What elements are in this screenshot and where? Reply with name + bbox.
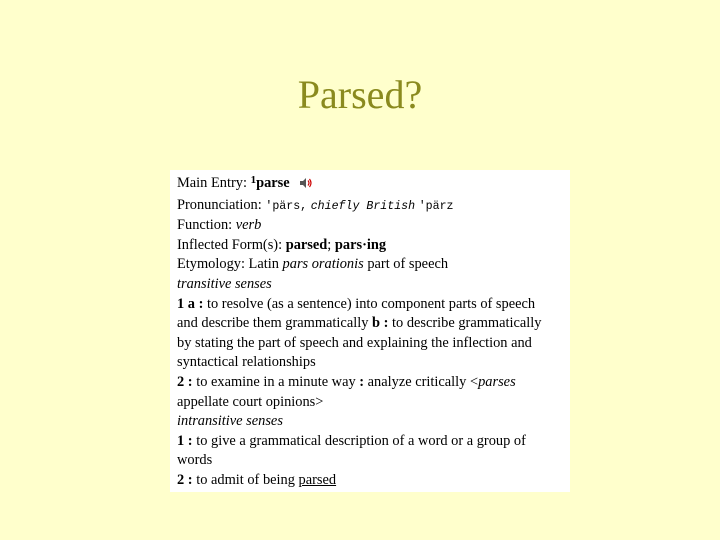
pronunciation-1: 'pärs, (265, 199, 308, 213)
example-text: appellate court opinions> (177, 393, 324, 410)
example-word: parses (478, 373, 516, 390)
main-entry-label: Main Entry: (177, 175, 247, 191)
transitive-label: transitive senses (177, 275, 272, 292)
sense-text: syntactical relationships (177, 354, 316, 371)
intransitive-sense-1-line1 (177, 432, 564, 452)
sense-text: to give a grammatical description of a word or a group of (196, 432, 526, 449)
function-line (177, 216, 564, 236)
inflected-label: Inflected Form(s): (177, 236, 283, 253)
sense-text: words (177, 452, 213, 469)
sense-number: 1 a : (177, 295, 204, 312)
transitive-heading (177, 275, 564, 295)
sense-1b-line4 (177, 353, 564, 373)
intransitive-sense-1-line2 (177, 451, 564, 471)
homograph-number: 1 (250, 174, 257, 186)
sense-text: to admit of being (196, 471, 295, 488)
etymology-latin: pars orationis (282, 256, 364, 273)
sense-text: to resolve (as a sentence) into component parts of speech (207, 295, 536, 312)
example-open: < (469, 373, 479, 390)
intransitive-label: intransitive senses (177, 413, 283, 430)
intransitive-heading (177, 412, 564, 432)
sense-colon: : (359, 373, 365, 390)
sense-text: by stating the part of speech and explaining the inflection and (177, 334, 532, 351)
function-value: verb (235, 217, 262, 234)
main-entry-line (177, 171, 564, 196)
speaker-icon[interactable] (299, 176, 313, 196)
etymology-meaning: part of speech (367, 256, 449, 273)
inflected-form-2: pars·ing (334, 236, 387, 253)
intransitive-sense-2 (177, 471, 564, 491)
sense-1a-line2 (177, 314, 564, 334)
headword: parse (256, 175, 290, 191)
pronunciation-line (177, 196, 564, 217)
sense-1a-line1 (177, 295, 564, 315)
sense-1b-line3 (177, 334, 564, 354)
sense-2-line1 (177, 373, 564, 393)
sense-number: 2 : (177, 471, 193, 488)
sense-number: 2 : (177, 373, 193, 390)
sense-text: to examine in a minute way (196, 373, 356, 390)
sense-text: and describe them grammatically (177, 315, 369, 332)
inflected-form-1: parsed (285, 236, 328, 253)
dictionary-entry (170, 170, 570, 492)
pronunciation-2: 'pärz (418, 199, 454, 213)
sense-text: to describe grammatically (392, 315, 542, 332)
inflected-line (177, 236, 564, 256)
sense-text: analyze critically (367, 373, 467, 390)
pronunciation-note: chiefly British (310, 199, 416, 213)
etymology-label: Etymology: Latin (177, 256, 279, 273)
sense-letter: b : (372, 315, 389, 332)
etymology-line (177, 255, 564, 275)
slide-title: Parsed? (297, 72, 423, 117)
inflected-separator: ; (327, 236, 332, 253)
pronunciation-label: Pronunciation: (177, 196, 262, 213)
parsed-link[interactable]: parsed (298, 471, 337, 488)
sense-number: 1 : (177, 432, 193, 449)
sense-2-line2 (177, 393, 564, 413)
function-label: Function: (177, 217, 233, 234)
